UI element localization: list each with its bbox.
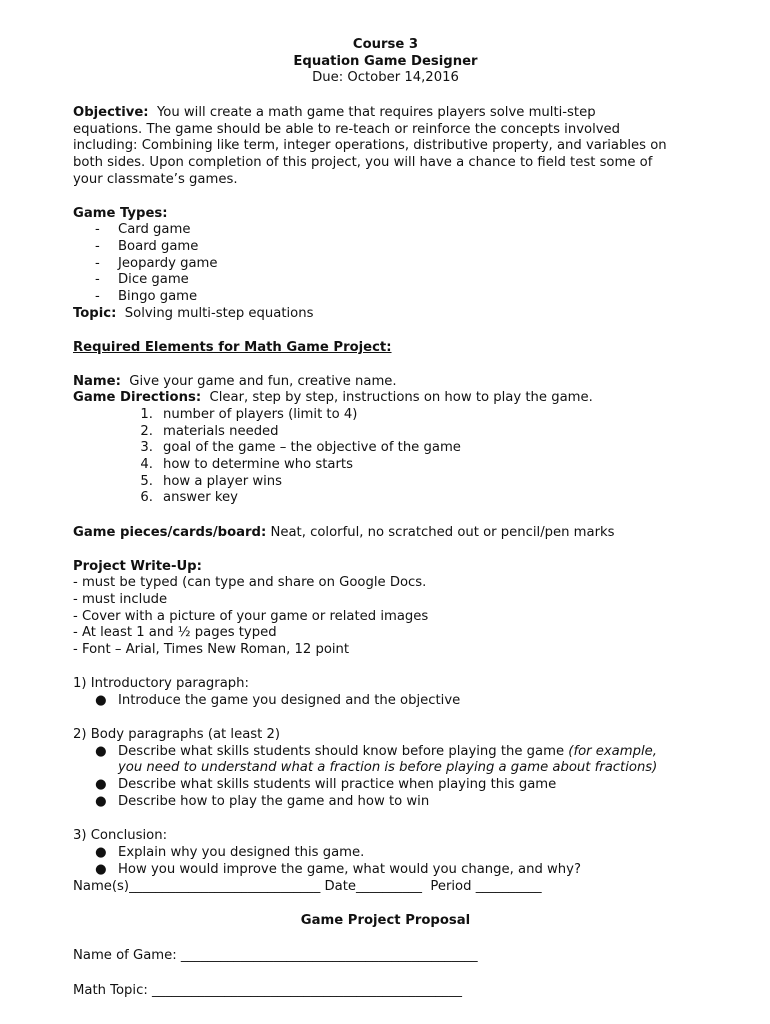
proposal-heading: Game Project Proposal xyxy=(300,913,471,928)
objective-line-1: Objective: You will create a math game that requires players solve multi-step xyxy=(73,105,596,120)
writeup-line: - At least 1 and ½ pages typed xyxy=(73,625,277,640)
writeup-line: - Font – Arial, Times New Roman, 12 point xyxy=(73,642,350,657)
writeup-line: - must be typed (can type and share on Google Docs. xyxy=(73,575,427,590)
directions-label: Game Directions: xyxy=(73,390,202,405)
directions-line: Game Directions: Clear, step by step, instructions on how to play the game. xyxy=(73,390,593,405)
signature-line[interactable]: Name(s)_____________________________ Date__________ Period __________ xyxy=(73,879,542,894)
topic-line: Topic: Solving multi-step equations xyxy=(73,306,314,321)
body-label: 2) Body paragraphs (at least 2) xyxy=(73,727,281,742)
topic-label: Topic: xyxy=(73,306,117,321)
period-blank[interactable]: __________ xyxy=(475,879,542,894)
game-types-label: Game Types: xyxy=(73,206,168,221)
objective-line-4: both sides. Upon completion of this project, you will have a chance to field test some of xyxy=(73,155,653,170)
objective-line-5: your classmate’s games. xyxy=(73,172,238,187)
objective-line-3: including: Combining like term, integer operations, distributive property, and variables on xyxy=(73,138,667,153)
pieces-line: Game pieces/cards/board: Neat, colorful, no scratched out or pencil/pen marks xyxy=(73,525,615,540)
due-date: Due: October 14,2016 xyxy=(312,70,459,85)
writeup-label: Project Write-Up: xyxy=(73,559,202,574)
name-blank[interactable]: _____________________________ xyxy=(129,879,321,894)
intro-label: 1) Introductory paragraph: xyxy=(73,676,249,691)
name-label: Name: xyxy=(73,374,121,389)
pieces-label: Game pieces/cards/board: xyxy=(73,525,267,540)
required-elements-heading: Required Elements for Math Game Project: xyxy=(73,340,392,355)
writeup-line: - must include xyxy=(73,592,168,607)
assignment-title: Equation Game Designer xyxy=(293,54,478,69)
math-topic-blank[interactable]: _______________________________________________ xyxy=(152,983,462,998)
objective-line-2: equations. The game should be able to re-teach or reinforce the concepts involved xyxy=(73,122,621,137)
body-bullet-continuation: you need to understand what a fraction is before playing a game about fractions) xyxy=(118,760,658,775)
writeup-line: - Cover with a picture of your game or related images xyxy=(73,609,429,624)
conclusion-label: 3) Conclusion: xyxy=(73,828,168,843)
math-topic-line[interactable]: Math Topic: _______________________________________________ xyxy=(73,983,462,998)
name-line: Name: Give your game and fun, creative name. xyxy=(73,374,397,389)
date-blank[interactable]: __________ xyxy=(356,879,422,894)
objective-label: Objective: xyxy=(73,105,149,120)
course-title: Course 3 xyxy=(352,37,419,52)
name-of-game-blank[interactable]: _____________________________________________ xyxy=(180,948,478,963)
name-of-game-line[interactable]: Name of Game: _____________________________________________ xyxy=(73,948,478,963)
